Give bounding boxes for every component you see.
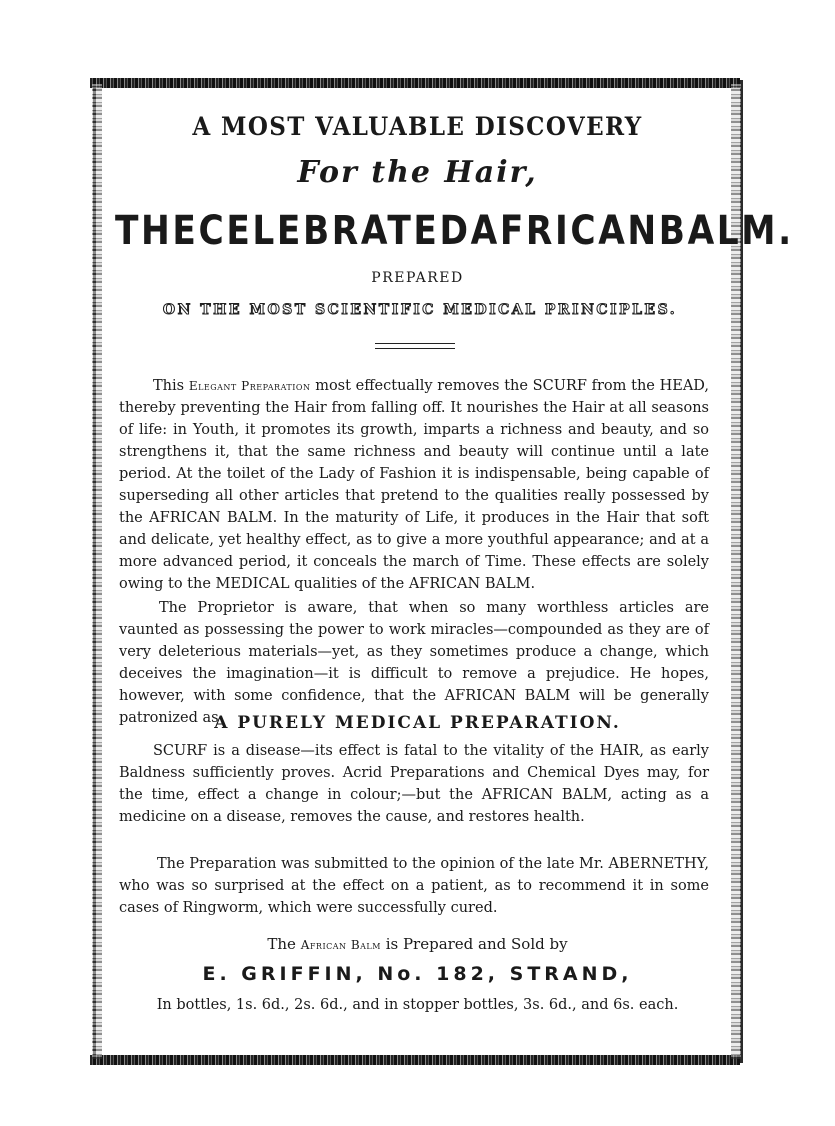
paragraph-scurf: SCURF is a disease—its effect is fatal to the vitality of the HAIR, as early Baldness sufficiently proves. Acrid Preparations and Chemical Dyes may, for the time, effect a change in colour;—but the AFRICAN BALM, acting as a medicine on a disease, removes the cause, and restores health. — [119, 743, 709, 825]
left-edge-texture — [92, 84, 102, 1059]
purely-medical-heading: A PURELY MEDICAL PREPARATION. — [214, 713, 621, 733]
sold-post: is Prepared and Sold by — [380, 935, 568, 953]
headline-for-the-hair: For the Hair, — [297, 155, 538, 190]
paragraph-proprietor: The Proprietor is aware, that when so many worthless articles are vaunted as possessing the power to work miracles—compounded as they are of very deleterious materials—yet, as they sometimes produce a change, which deceives the imagination—it is difficult to remove a prejudice. He hopes, however, with some confidence, that the AFRICAN BALM will be generally patronized as — [119, 600, 709, 726]
price-line: In bottles, 1s. 6d., 2s. 6d., and in stopper bottles, 3s. 6d., and 6s. each. — [156, 997, 679, 1013]
paragraph-elegant-preparation — [119, 375, 709, 595]
title-word: BALM. — [658, 208, 794, 254]
divider-rule — [375, 343, 455, 344]
p1-rest: most effectually removes the SCURF from the HEAD, thereby preventing the Hair from falling off. It nourishes the Hair at all seasons of life: in Youth, it promotes its growth, imparts a richness and beauty, and so strengthens it, that the same richness and beauty will continue until a late period. At the toilet of the Lady of Fashion it is indispensable, being capable of superseding all other articles that pretend to the qualities really possessed by the AFRICAN BALM. In the maturity of Life, it produces in the Hair that soft and delicate, yet healthy effect, as to give a more youthful appearance; and at a more advanced period, it conceals the march of Time. These effects are solely owing to the MEDICAL qualities of the AFRICAN BALM. — [119, 378, 710, 592]
prepared-label: PREPARED — [371, 270, 464, 286]
seller-address: E. GRIFFIN, No. 182, STRAND, — [202, 963, 633, 985]
title-word: AFRICAN — [470, 208, 659, 254]
title-word: CELEBRATED — [198, 208, 471, 254]
product-title — [115, 208, 794, 254]
paragraph-abernethy: The Preparation was submitted to the opinion of the late Mr. ABERNETHY, who was so surprised at the effect on a patient, as to recommend it in some cases of Ringworm, which were successfully cured. — [119, 856, 709, 916]
bottom-border-bar — [90, 1055, 740, 1065]
divider-rule — [375, 348, 455, 349]
headline-discovery: A MOST VALUABLE DISCOVERY — [192, 112, 643, 141]
sold-by-line — [0, 935, 835, 953]
principles-line: ON THE MOST SCIENTIFIC MEDICAL PRINCIPLES. — [162, 302, 678, 318]
top-border-bar — [90, 78, 740, 88]
p1-intro: This — [153, 378, 189, 394]
sold-smallcaps: African Balm — [300, 938, 381, 952]
title-word: THE — [115, 208, 199, 254]
sold-pre: The — [267, 935, 301, 953]
p1-smallcaps: Elegant Preparation — [188, 379, 311, 393]
